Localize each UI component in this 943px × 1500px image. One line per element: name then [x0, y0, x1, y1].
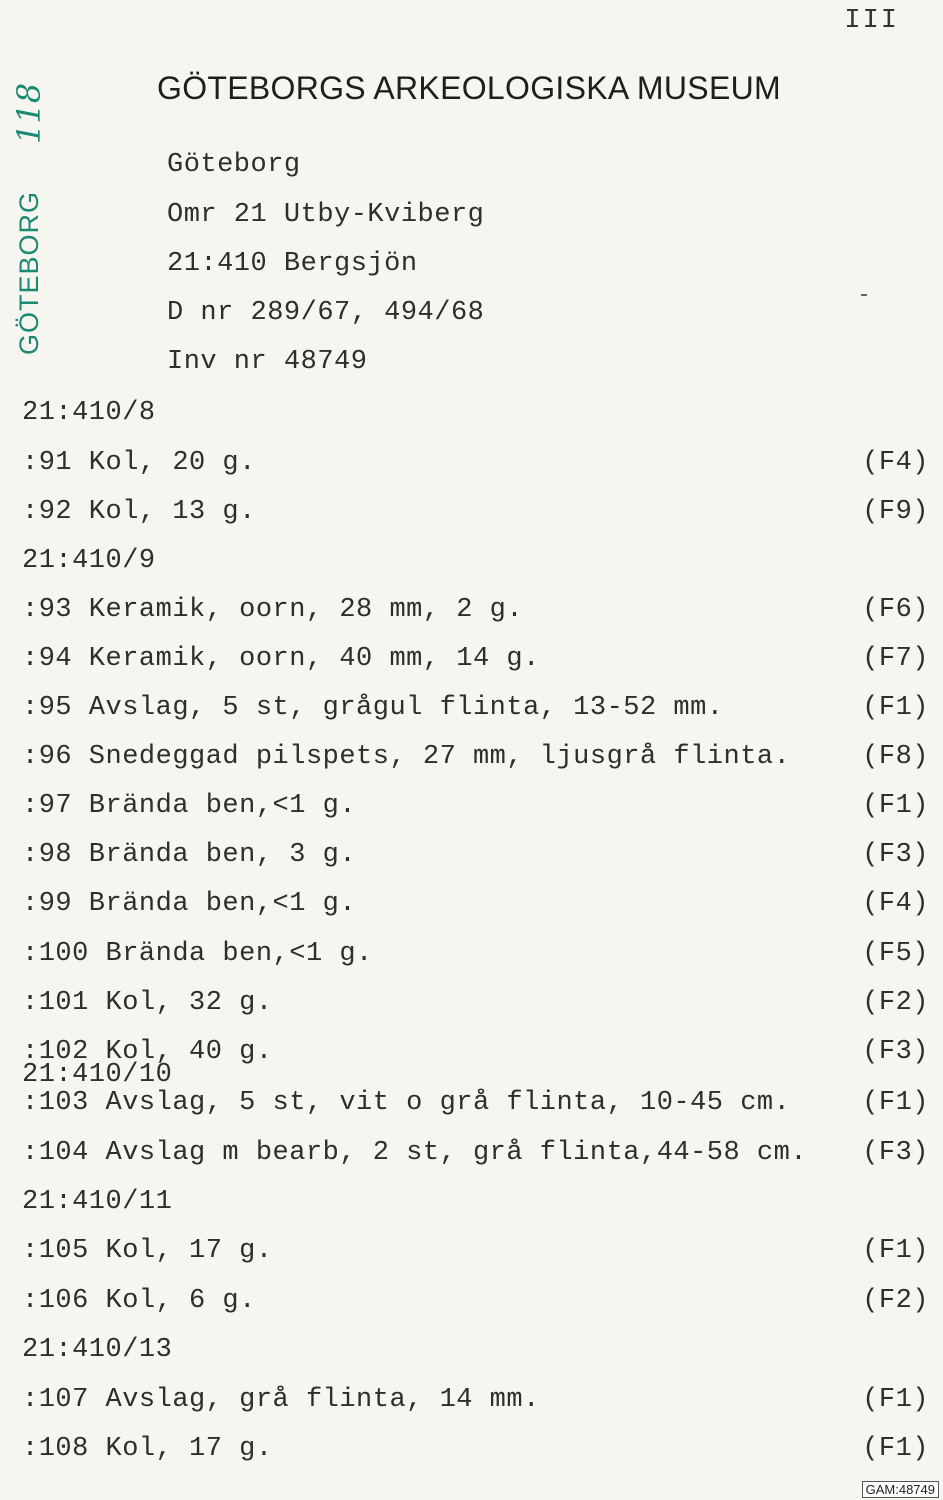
- entry-find-ref: (F3): [862, 840, 929, 870]
- entry-text: :105 Kol, 17 g.: [22, 1236, 273, 1266]
- page-number: III: [844, 6, 899, 36]
- entry-subsite: 21:410/10: [22, 1060, 173, 1090]
- entry-find-ref: (F1): [862, 1236, 929, 1266]
- entry-text: :100 Brända ben,<1 g.: [22, 939, 373, 969]
- city-stamp: GÖTEBORG: [14, 190, 44, 355]
- entry-text: :108 Kol, 17 g.: [22, 1434, 273, 1464]
- entry-find-ref: (F8): [862, 742, 929, 772]
- entry-text: :96 Snedeggad pilspets, 27 mm, ljusgrå flinta.: [22, 742, 791, 772]
- entry-subsite: 21:410/8: [22, 398, 156, 428]
- entry-text: :107 Avslag, grå flinta, 14 mm.: [22, 1385, 540, 1415]
- entry-text: :94 Keramik, oorn, 40 mm, 14 g.: [22, 644, 540, 674]
- entry-find-ref: (F1): [862, 1434, 929, 1464]
- header-line-city: Göteborg: [167, 150, 301, 180]
- entry-find-ref: (F1): [862, 693, 929, 723]
- entry-subsite: 21:410/11: [22, 1187, 173, 1217]
- header-line-site: 21:410 Bergsjön: [167, 249, 418, 279]
- entry-find-ref: (F1): [862, 1088, 929, 1118]
- entry-find-ref: (F7): [862, 644, 929, 674]
- entry-find-ref: (F9): [862, 497, 929, 527]
- entry-text: :98 Brända ben, 3 g.: [22, 840, 357, 870]
- entry-find-ref: (F3): [862, 1138, 929, 1168]
- entry-text: :103 Avslag, 5 st, vit o grå flinta, 10-45 cm.: [22, 1088, 791, 1118]
- entry-text: :91 Kol, 20 g.: [22, 448, 256, 478]
- entry-text: :97 Brända ben,<1 g.: [22, 791, 357, 821]
- header-line-inv: Inv nr 48749: [167, 347, 368, 377]
- entry-subsite: 21:410/13: [22, 1335, 173, 1365]
- entry-subsite: 21:410/9: [22, 546, 156, 576]
- museum-name: GÖTEBORGS ARKEOLOGISKA MUSEUM: [157, 70, 781, 106]
- entry-find-ref: (F1): [862, 1385, 929, 1415]
- entry-find-ref: (F2): [862, 1286, 929, 1316]
- entry-text: :92 Kol, 13 g.: [22, 497, 256, 527]
- handwritten-number: 118: [10, 82, 48, 144]
- entry-find-ref: (F6): [862, 595, 929, 625]
- entry-text: :102 Kol, 40 g.: [22, 1037, 273, 1067]
- margin-mark: [861, 294, 867, 296]
- entry-text: :99 Brända ben,<1 g.: [22, 889, 357, 919]
- entry-find-ref: (F5): [862, 939, 929, 969]
- entry-text: :93 Keramik, oorn, 28 mm, 2 g.: [22, 595, 524, 625]
- header-line-area: Omr 21 Utby-Kviberg: [167, 200, 485, 230]
- entry-text: :106 Kol, 6 g.: [22, 1286, 256, 1316]
- entry-find-ref: (F1): [862, 791, 929, 821]
- entry-find-ref: (F3): [862, 1037, 929, 1067]
- entry-text: :95 Avslag, 5 st, grågul flinta, 13-52 mm.: [22, 693, 724, 723]
- entry-find-ref: (F4): [862, 448, 929, 478]
- header-line-dnr: D nr 289/67, 494/68: [167, 298, 485, 328]
- entry-text: :101 Kol, 32 g.: [22, 988, 273, 1018]
- catalog-id-label: GAM:48749: [862, 1481, 939, 1498]
- entry-find-ref: (F2): [862, 988, 929, 1018]
- entry-text: :104 Avslag m bearb, 2 st, grå flinta,44-58 cm.: [22, 1138, 808, 1168]
- entry-find-ref: (F4): [862, 889, 929, 919]
